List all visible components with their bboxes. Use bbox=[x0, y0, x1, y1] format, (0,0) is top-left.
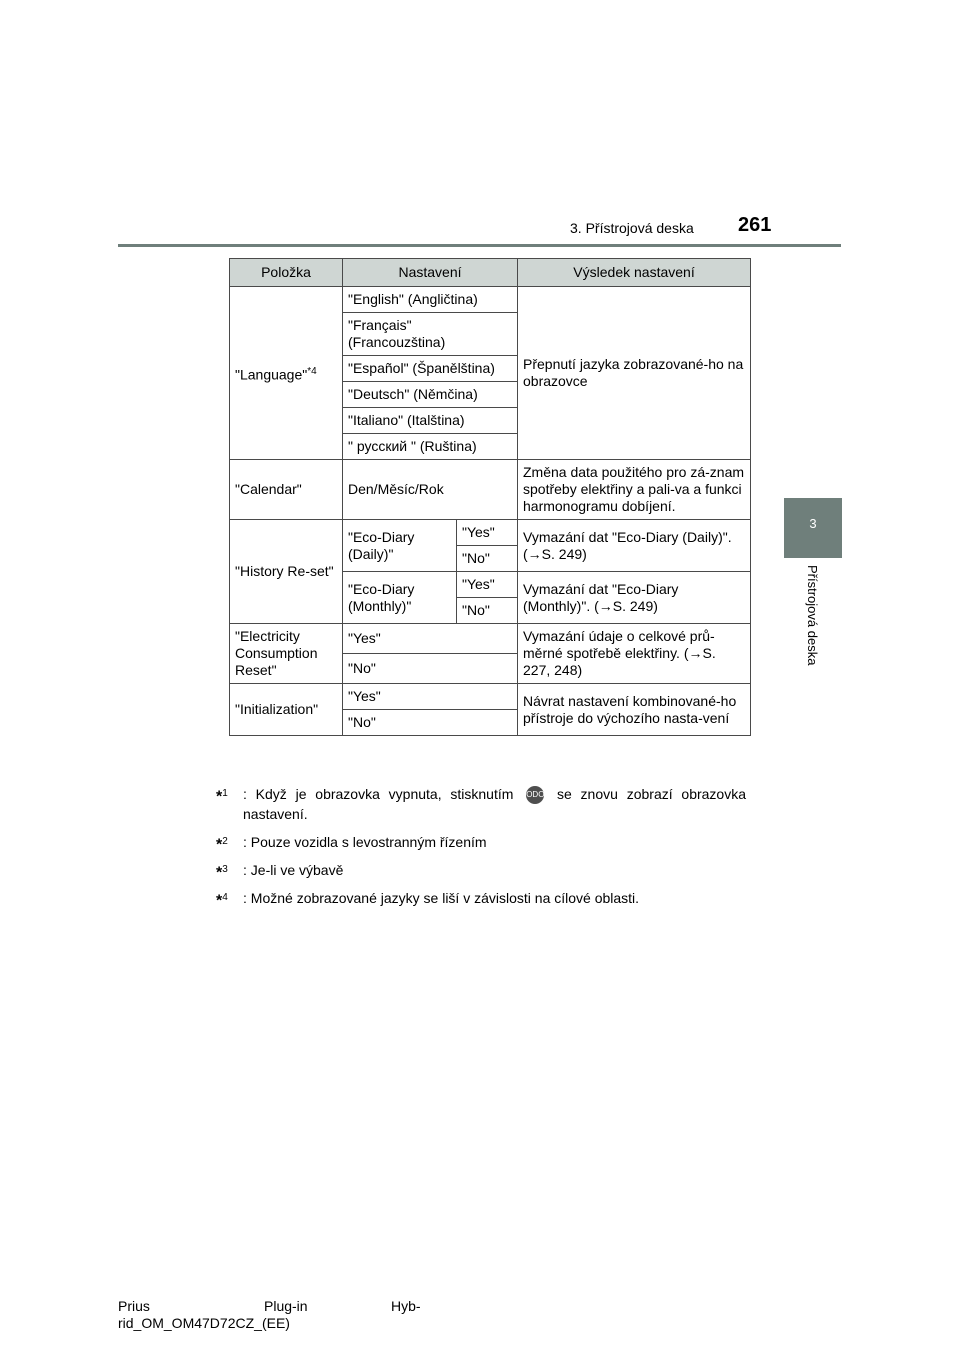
option-italian: "Italiano" (Italština) bbox=[343, 408, 518, 434]
footer-model: Prius bbox=[118, 1298, 150, 1314]
eco-diary-daily: "Eco-Diary (Daily)" bbox=[343, 520, 457, 572]
monthly-no: "No" bbox=[457, 598, 518, 624]
odo-button-icon: ODO bbox=[526, 786, 544, 804]
item-electricity-reset: "Electricity Consumption Reset" bbox=[230, 624, 343, 684]
result-daily: Vymazání dat "Eco-Diary (Daily)". (→S. 249) bbox=[518, 520, 751, 572]
setting-calendar: Den/Měsíc/Rok bbox=[343, 460, 518, 520]
option-russian: " русский " (Ruština) bbox=[343, 434, 518, 460]
result-electricity: Vymazání údaje o celkové prů-měrné spotřebě elektřiny. (→S. 227, 248) bbox=[518, 624, 751, 684]
item-initialization: "Initialization" bbox=[230, 684, 343, 736]
result-language: Přepnutí jazyka zobrazované-ho na obrazovce bbox=[518, 287, 751, 460]
footer bbox=[118, 1298, 438, 1332]
chapter-tab bbox=[784, 498, 842, 558]
initialization-no: "No" bbox=[343, 710, 518, 736]
footer-plugin: Plug-in bbox=[264, 1298, 308, 1314]
page-number: 261 bbox=[738, 214, 772, 236]
table-row bbox=[230, 460, 751, 520]
footnotes bbox=[216, 784, 746, 916]
daily-no: "No" bbox=[457, 546, 518, 572]
column-header-setting: Nastavení bbox=[343, 259, 518, 287]
table-row bbox=[230, 684, 751, 710]
item-calendar: "Calendar" bbox=[230, 460, 343, 520]
chapter-label: Přístrojová deska bbox=[805, 565, 820, 666]
chapter-number: 3 bbox=[809, 516, 817, 531]
column-header-result: Výsledek nastavení bbox=[518, 259, 751, 287]
option-spanish: "Español" (Španělština) bbox=[343, 356, 518, 382]
footnote-4: *$^4$ : Možné zobrazované jazyky se liší v závislosti na cílové oblasti. bbox=[216, 890, 640, 910]
table-row bbox=[230, 624, 751, 654]
result-initialization: Návrat nastavení kombinované-ho přístroje do výchozího nasta-vení bbox=[518, 684, 751, 736]
footnote-1: *$^1$ : Když je obrazovka vypnuta, stisknutím ODO se znovu zobrazí obrazovka nastavení. bbox=[216, 786, 747, 823]
table-row bbox=[230, 520, 751, 546]
section-title: 3. Přístrojová deska bbox=[570, 220, 694, 236]
option-french: "Français" (Francouzština) bbox=[343, 313, 518, 356]
footnote-3: *$^3$ : Je-li ve výbavě bbox=[216, 862, 344, 882]
option-german: "Deutsch" (Němčina) bbox=[343, 382, 518, 408]
column-header-item: Položka bbox=[230, 259, 343, 287]
monthly-yes: "Yes" bbox=[457, 572, 518, 598]
footnote-2: *$^2$ : Pouze vozidla s levostranným řízením bbox=[216, 834, 487, 854]
result-calendar: Změna data použitého pro zá-znam spotřeby elektřiny a pali-va a funkci harmonogramu dobíjení. bbox=[518, 460, 751, 520]
eco-diary-monthly: "Eco-Diary (Monthly)" bbox=[343, 572, 457, 624]
footer-hybrid: Hyb- bbox=[391, 1298, 421, 1314]
initialization-yes: "Yes" bbox=[343, 684, 518, 710]
electricity-no: "No" bbox=[343, 654, 518, 684]
header-rule bbox=[118, 244, 841, 247]
option-english: "English" (Angličtina) bbox=[343, 287, 518, 313]
item-history-reset: "History Re-set" bbox=[230, 520, 343, 624]
result-monthly: Vymazání dat "Eco-Diary (Monthly)". (→S. 249) bbox=[518, 572, 751, 624]
daily-yes: "Yes" bbox=[457, 520, 518, 546]
item-language: "Language"$^{*4}$ bbox=[230, 287, 343, 460]
footnote-ref: *4 bbox=[307, 365, 317, 377]
electricity-yes: "Yes" bbox=[343, 624, 518, 654]
settings-table bbox=[229, 258, 751, 736]
footer-code: rid_OM_OM47D72CZ_(EE) bbox=[118, 1315, 290, 1331]
table-header-row bbox=[230, 259, 751, 287]
table-row bbox=[230, 287, 751, 313]
